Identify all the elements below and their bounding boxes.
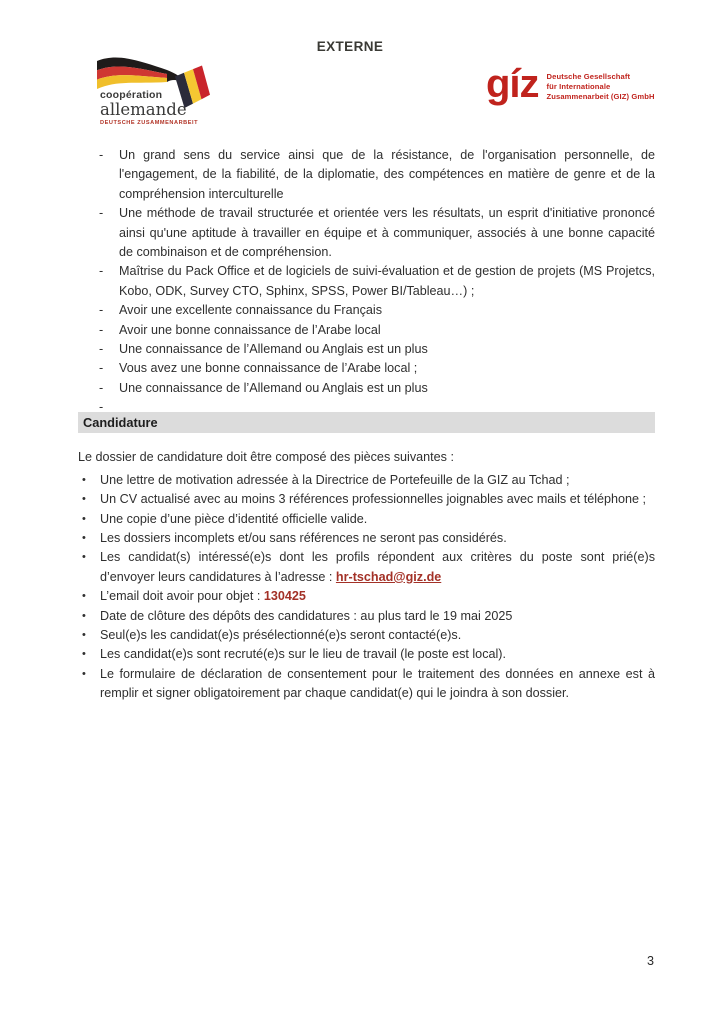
giz-logo-text [547,72,655,101]
qualifications-list [78,146,655,412]
item-text: Les candidat(s) intéressé(e)s dont les profils répondent aux critères du poste sont prié(e)s d’envoyer leurs candidatures à l’adresse : [100,550,655,584]
qualification-item [78,340,655,359]
giz-logo-line1: Deutsche Gesellschaft [546,72,631,81]
cooperation-allemande-logo [97,56,237,132]
candidature-item [78,510,655,529]
item-text: Avoir une excellente connaissance du Français [119,303,382,318]
item-text: Une connaissance de l’Allemand ou Anglais est un plus [119,342,428,357]
qualification-item [78,301,655,320]
candidature-item [78,587,655,606]
email-subject-code: 130425 [263,589,306,604]
item-text: L’email doit avoir pour objet : [100,589,264,604]
item-text: Le formulaire de déclaration de consentement pour le traitement des données en annexe est à remplir et signer obligatoirement par chaque candidat(e) qui le joindra à son dossier. [100,666,655,701]
qualification-item [78,321,655,340]
cooperation-logo-text [100,90,198,127]
candidature-item [78,645,655,664]
cooperation-logo-line2: allemande [100,99,187,119]
cooperation-logo-line1: coopération [100,89,163,101]
email-link[interactable]: hr-tschad@giz.de [335,569,442,584]
candidature-item [78,607,655,626]
item-text: Maîtrise du Pack Office et de logiciels de suivi-évaluation et de gestion de projets (MS Projetcs, Kobo, ODK, Survey CTO, Sphinx, SPSS, Power BI/Tableau…) ; [119,264,655,298]
item-text: Une copie d’une pièce d’identité officielle valide. [100,511,368,526]
page-number: 3 [646,954,654,968]
candidature-item [78,548,655,587]
item-text: Avoir une bonne connaissance de l’Arabe local [119,322,381,337]
giz-logo-line2: für Internationale [546,81,611,91]
item-text: Seul(e)s les candidat(e)s présélectionné(e)s seront contacté(e)s. [100,627,462,642]
item-text: Un grand sens du service ainsi que de la résistance, de l'organisation personnelle, de l'engagement, de la fiabilité, de la diplomatie, des compétences en matière de genre et de la compréhension interculturelle [119,148,655,201]
candidature-section-header [78,412,655,433]
candidature-item [78,471,655,490]
qualification-item [78,262,655,301]
item-text: Les candidat(e)s sont recruté(e)s sur le lieu de travail (le poste est local). [100,647,506,662]
candidature-list [78,471,655,704]
qualification-item [78,398,655,412]
item-text: Les dossiers incomplets et/ou sans références ne seront pas considérés. [100,530,507,545]
page-header-label: EXTERNE [316,39,384,54]
item-text: Une connaissance de l’Allemand ou Anglais est un plus [119,380,428,395]
candidature-intro: Le dossier de candidature doit être composé des pièces suivantes : [78,450,454,465]
document-body [78,146,655,704]
item-text: Une méthode de travail structurée et orientée vers les résultats, un esprit d'initiative prononcé ainsi qu'une aptitude à travailler en équipe et à communiquer, associés à une bonne capacité de combinaison et de compréhension. [119,206,655,260]
item-text: Vous avez une bonne connaissance de l’Arabe local ; [119,361,418,376]
qualification-item [78,146,655,204]
candidature-item [78,529,655,548]
qualification-item [78,379,655,398]
giz-logo-line3: Zusammenarbeit (GIZ) GmbH [546,91,655,101]
item-text: Date de clôture des dépôts des candidatures : au plus tard le 19 mai 2025 [100,608,513,623]
giz-wordmark: gíz [486,62,539,106]
cooperation-logo-line3: DEUTSCHE ZUSAMMENARBEIT [100,120,199,126]
candidature-item [78,490,655,509]
qualification-item [78,359,655,378]
giz-logo [486,62,655,104]
candidature-item [78,626,655,645]
candidature-section-title: Candidature [83,415,158,431]
item-text: Une lettre de motivation adressée à la Directrice de Portefeuille de la GIZ au Tchad ; [100,472,570,487]
qualification-item [78,204,655,262]
item-text: Un CV actualisé avec au moins 3 références professionnelles joignables avec mails et téléphone ; [100,492,647,507]
candidature-item [78,665,655,704]
